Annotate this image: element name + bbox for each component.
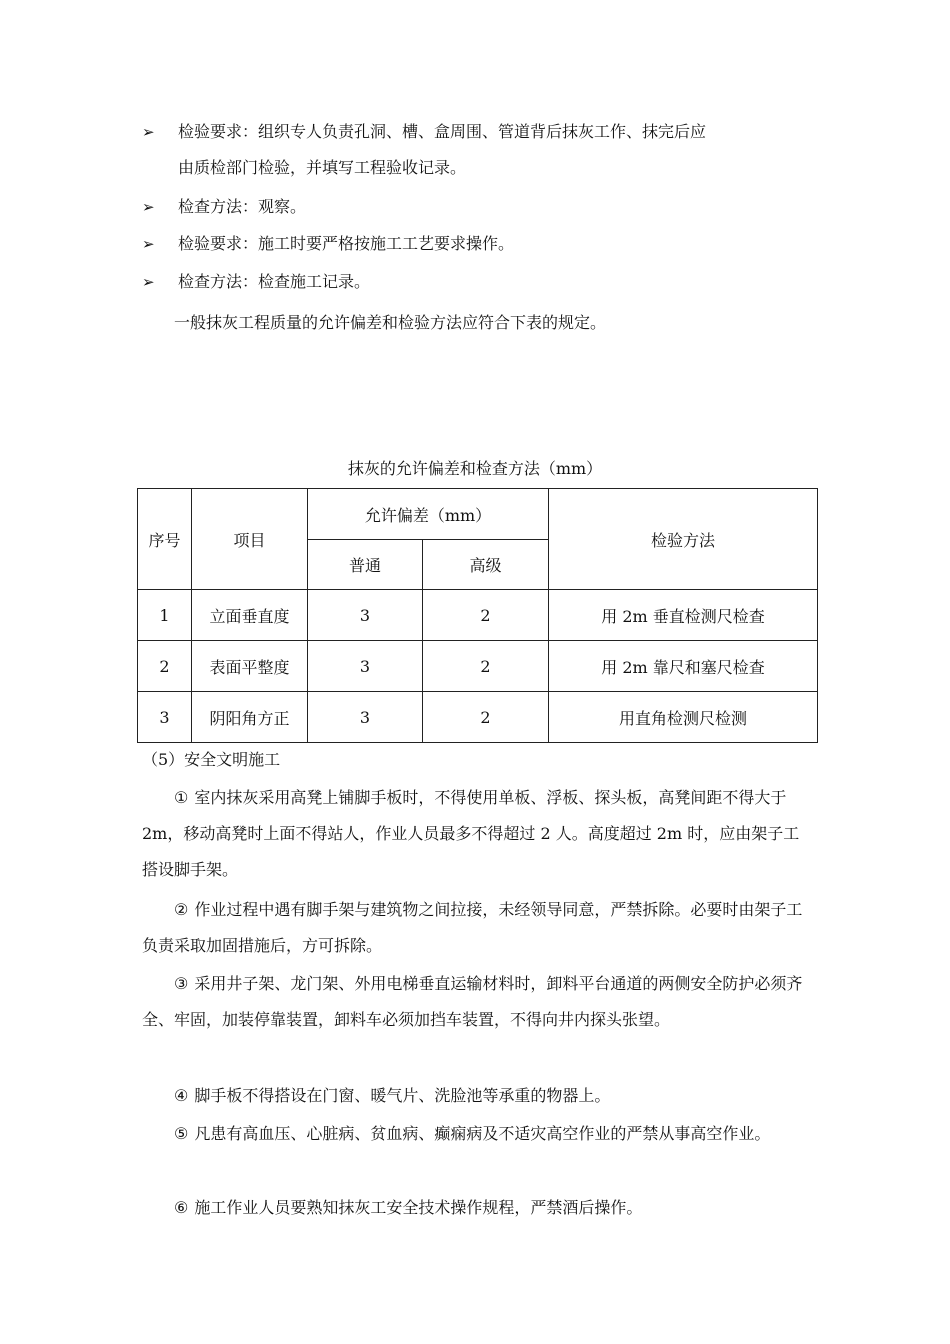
item-number: ④ — [174, 1086, 189, 1105]
bullet-item — [142, 189, 812, 225]
arrow-bullet-icon: ➢ — [142, 123, 155, 141]
header-tolerance: 允许偏差（mm） — [308, 489, 549, 540]
cell-item: 立面垂直度 — [192, 590, 308, 641]
section-heading: （5）安全文明施工 — [142, 750, 281, 769]
item-number: ⑥ — [174, 1198, 189, 1217]
bullet-text — [178, 114, 812, 186]
safety-item — [142, 966, 812, 1038]
item-text: 采用井子架、龙门架、外用电梯垂直运输材料时，卸料平台通道的两侧安全防护必须齐全、牢固，加装停靠装置，卸料车必须加挡车装置，不得向井内探头张望。 — [142, 974, 803, 1029]
item-number: ③ — [174, 974, 189, 993]
cell-normal: 3 — [308, 692, 423, 743]
arrow-bullet-icon: ➢ — [142, 273, 155, 291]
bullet-text: 检查方法：观察。 — [178, 197, 307, 216]
item-number: ① — [174, 788, 189, 807]
bullet-item — [142, 114, 812, 186]
arrow-bullet-icon: ➢ — [142, 235, 155, 253]
intro-paragraph: 一般抹灰工程质量的允许偏差和检验方法应符合下表的规定。 — [174, 313, 607, 332]
header-item: 项目 — [192, 489, 308, 590]
cell-seq: 1 — [138, 590, 192, 641]
item-text: 脚手板不得搭设在门窗、暖气片、洗脸池等承重的物器上。 — [194, 1086, 611, 1105]
safety-item — [142, 780, 812, 888]
bullet-text-continuation: 由质检部门检验，并填写工程验收记录。 — [178, 158, 467, 177]
item-text: 室内抹灰采用高凳上铺脚手板时，不得使用单板、浮板、探头板，高凳间距不得大于 2m，移动高凳时上面不得站人，作业人员最多不得超过 2 人。高度超过 2m 时，应由架子工搭设脚手架。 — [142, 788, 800, 879]
cell-normal: 3 — [308, 641, 423, 692]
safety-item — [142, 892, 812, 964]
cell-method: 用 2m 靠尺和塞尺检查 — [549, 641, 818, 692]
item-text: 凡患有高血压、心脏病、贫血病、癫痫病及不适灾高空作业的严禁从事高空作业。 — [194, 1124, 771, 1143]
bullet-item — [142, 226, 812, 262]
cell-seq: 3 — [138, 692, 192, 743]
cell-advanced: 2 — [423, 590, 549, 641]
bullet-text-line: 检验要求：组织专人负责孔洞、槽、盒周围、管道背后抹灰工作、抹完后应 — [178, 122, 707, 141]
table-caption: 抹灰的允许偏差和检查方法（mm） — [347, 459, 603, 478]
cell-advanced: 2 — [423, 641, 549, 692]
arrow-bullet-icon: ➢ — [142, 198, 155, 216]
cell-advanced: 2 — [423, 692, 549, 743]
table-header-row — [138, 489, 818, 540]
header-method: 检验方法 — [549, 489, 818, 590]
item-text: 施工作业人员要熟知抹灰工安全技术操作规程，严禁酒后操作。 — [194, 1198, 643, 1217]
cell-normal: 3 — [308, 590, 423, 641]
cell-item: 阴阳角方正 — [192, 692, 308, 743]
table-row — [138, 692, 818, 743]
item-number: ② — [174, 900, 189, 919]
header-advanced: 高级 — [423, 540, 549, 590]
header-normal: 普通 — [308, 540, 423, 590]
cell-method: 用 2m 垂直检测尺检查 — [549, 590, 818, 641]
safety-item — [142, 1116, 812, 1152]
cell-item: 表面平整度 — [192, 641, 308, 692]
item-text: 作业过程中遇有脚手架与建筑物之间拉接，未经领导同意，严禁拆除。必要时由架子工负责采取加固措施后，方可拆除。 — [142, 900, 803, 955]
cell-method: 用直角检测尺检测 — [549, 692, 818, 743]
item-number: ⑤ — [174, 1124, 189, 1143]
header-seq: 序号 — [138, 489, 192, 590]
tolerance-table — [137, 488, 818, 743]
table-row — [138, 590, 818, 641]
bullet-text: 检查方法：检查施工记录。 — [178, 272, 371, 291]
bullet-item — [142, 264, 812, 300]
table-row — [138, 641, 818, 692]
safety-item — [142, 1078, 812, 1114]
cell-seq: 2 — [138, 641, 192, 692]
bullet-text: 检验要求：施工时要严格按施工工艺要求操作。 — [178, 234, 515, 253]
safety-item — [142, 1190, 812, 1226]
